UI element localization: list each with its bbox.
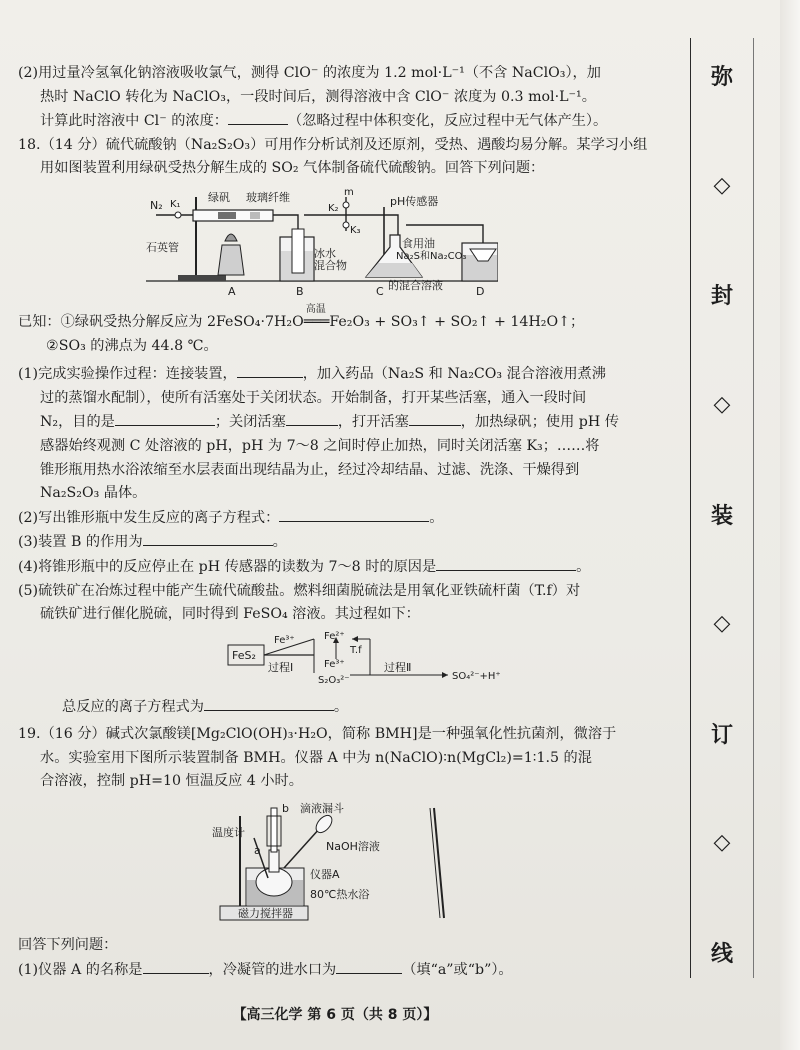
answer-blank[interactable] (286, 410, 338, 426)
margin-diamond-icon: ◇ (713, 611, 731, 637)
paper-edge (780, 0, 800, 1050)
flow-fes2: FeS₂ (232, 648, 256, 662)
q18-flow-diagram (18, 631, 670, 687)
margin-char-xian: 线 (710, 941, 733, 967)
q18-sub4: (4)将锥形瓶中的反应停止在 pH 传感器的读数为 7～8 时的原因是 。 (18, 555, 670, 580)
q18-intro-line1: 18.（14 分）硫代硫酸钠（Na₂S₂O₃）可用作分析试剂及还原剂，受热、遇酸均易分解。某学习小组 (18, 136, 648, 153)
margin-char-feng: 封 (710, 283, 733, 310)
fig-label-a: A (228, 284, 236, 298)
fig19-label-b: b (282, 802, 289, 816)
q19-intro-line3: 合溶液，控制 pH=10 恒温反应 4 小时。 (40, 773, 303, 790)
fig19-label-stirrer: 磁力搅拌器 (238, 907, 293, 921)
q19-answer-heading: 回答下列问题： (18, 937, 118, 954)
answer-blank[interactable] (409, 410, 461, 426)
margin-diamond-icon: ◇ (713, 391, 731, 417)
fig-label-mix-solution2: 的混合溶液 (388, 278, 443, 292)
fig-label-b: B (296, 284, 304, 298)
q19-intro-line2: 水。实验室用下图所示装置制备 BMH。仪器 A 中为 n(NaClO)∶n(MgCl₂)=1∶1.5 的混 (40, 749, 592, 766)
fig-label-ice-water: 冰水 (314, 246, 336, 260)
fig-label-d: D (476, 284, 485, 298)
fig19-label-water-bath: 80℃热水浴 (310, 888, 370, 902)
flow-product: SO₄²⁻+H⁺ (452, 670, 501, 682)
q18-total-equation: 总反应的离子方程式为 。 (18, 695, 670, 720)
fig-label-m: m (344, 186, 354, 198)
answer-blank[interactable] (204, 695, 334, 711)
fig-label-glass-fiber: 玻璃纤维 (246, 190, 290, 204)
fig-label-k2: K₂ (328, 202, 339, 214)
margin-diamond-icon: ◇ (713, 830, 731, 856)
answer-blank[interactable] (143, 958, 209, 974)
answer-blank[interactable] (115, 410, 215, 426)
fig19-label-funnel: 滴液漏斗 (300, 802, 344, 816)
fig-label-mix-solution: Na₂S和Na₂CO₃ (396, 250, 467, 262)
q18-intro-line2: 用如图装置利用绿矾受热分解生成的 SO₂ 气体制备硫代硫酸钠。回答下列问题： (40, 160, 545, 177)
margin-char-mi: 弥 (710, 64, 733, 90)
q17-part2-line3: 计算此时溶液中 Cl⁻ 的浓度： （忽略过程中体积变化，反应过程中无气体产生）。 (18, 109, 670, 134)
answer-blank[interactable] (228, 109, 288, 125)
seal-margin-column (691, 38, 753, 978)
fig-label-ice-mixture: 混合物 (314, 258, 347, 272)
q17-part2-line2: 热时 NaClO 转化为 NaClO₃，一段时间后，测得溶液中含 ClO⁻ 浓度为 0.3 mol·L⁻¹。 (40, 88, 596, 105)
q18-sub1-line4: 感器始终观测 C 处溶液的 pH，pH 为 7～8 之间时停止加热，同时关闭活塞 K₃；……将 (40, 437, 600, 454)
flow-diagram-svg (18, 631, 518, 687)
fig-label-k1: K₁ (170, 198, 181, 210)
answer-blank[interactable] (279, 506, 429, 522)
margin-char-zhuang: 装 (710, 502, 733, 529)
page-footer: 【高三化学 第 6 页（共 8 页）】 (232, 1007, 438, 1023)
fig-label-ph-sensor: pH传感器 (390, 194, 439, 208)
q18-known-line1: 已知：①绿矾受热分解反应为 2FeSO₄·7H₂O 高温 ═══Fe₂O₃ + SO₃↑ + SO₂↑ + 14H₂O↑； (18, 311, 670, 335)
q19-apparatus-svg (18, 798, 518, 928)
q18-sub1-line6: Na₂S₂O₃ 晶体。 (40, 485, 147, 502)
fig-label-k3: K₃ (350, 224, 361, 236)
margin-char-ding: 订 (710, 721, 733, 748)
fig19-label-naoh: NaOH溶液 (326, 840, 380, 854)
q19-intro-line1: 19.（16 分）碱式次氯酸镁[Mg₂ClO(OH)₃·H₂O，简称 BMH]是一种强氧化性抗菌剂，微溶于 (18, 726, 617, 743)
q18-sub3: (3)装置 B 的作用为 。 (18, 530, 670, 555)
q18-sub1-line5: 锥形瓶用热水浴浓缩至水层表面出现结晶为止，经过冷却结晶、过滤、洗涤、干燥得到 (40, 461, 580, 478)
flow-step2: 过程Ⅱ (384, 660, 412, 674)
fig-label-oil: 食用油 (402, 236, 435, 250)
flow-fe2: Fe²⁺ (324, 630, 345, 642)
fig19-label-a: a (254, 844, 261, 858)
answer-blank[interactable] (143, 530, 273, 546)
page-content (18, 62, 670, 982)
flow-tf: T.f (350, 644, 362, 656)
seal-margin (690, 38, 754, 978)
q18-sub5-line1: (5)硫铁矿在冶炼过程中能产生硫代硫酸盐。燃料细菌脱硫法是用氧化亚铁硫杆菌（T.f）对 (18, 582, 581, 599)
q18-sub5-line2: 硫铁矿进行催化脱硫，同时得到 FeSO₄ 溶液。其过程如下： (40, 606, 420, 623)
reaction-condition: 高温 ═══ (303, 303, 330, 330)
q17-part2-line1: (2)用过量冷氢氧化钠溶液吸收氯气，测得 ClO⁻ 的浓度为 1.2 mol·L⁻¹（不含 NaClO₃），加 (18, 65, 601, 81)
fig-label-n2: N₂ (150, 198, 163, 212)
q18-sub1-line3: N₂，目的是 ；关闭活塞 ，打开活塞 ，加热绿矾；使用 pH 传 (18, 410, 670, 435)
q18-known-line2: ②SO₃ 的沸点为 44.8 ℃。 (46, 337, 218, 354)
q18-sub1-line2: 过的蒸馏水配制），使所有活塞处于关闭状态。开始制备，打开某些活塞，通入一段时间 (40, 389, 587, 406)
flow-fe3: Fe³⁺ (324, 658, 345, 670)
q18-apparatus-svg (18, 185, 498, 305)
margin-diamond-icon: ◇ (713, 172, 731, 198)
q18-sub2: (2)写出锥形瓶中发生反应的离子方程式： 。 (18, 506, 670, 531)
answer-blank[interactable] (237, 362, 303, 378)
fig19-label-thermometer: 温度计 (212, 826, 245, 840)
q18-sub1-line1: (1)完成实验操作过程：连接装置， ，加入药品（Na₂S 和 Na₂CO₃ 混合溶液用煮沸 (18, 362, 670, 387)
fig-label-c: C (376, 284, 384, 298)
answer-blank[interactable] (336, 958, 402, 974)
fig-label-quartz-tube: 石英管 (146, 240, 179, 254)
flow-step1: 过程Ⅰ (268, 660, 294, 674)
fig-label-lvfan: 绿矾 (208, 190, 230, 204)
q18-apparatus-figure (18, 185, 670, 305)
answer-blank[interactable] (436, 555, 576, 571)
flow-s2o3: S₂O₃²⁻ (318, 674, 350, 686)
flow-fe3-top: Fe³⁺ (274, 634, 295, 646)
q19-sub1: (1)仪器 A 的名称是 ，冷凝管的进水口为 （填“a”或“b”）。 (18, 958, 670, 983)
fig19-label-instrument-a: 仪器A (310, 868, 340, 882)
q19-apparatus-figure (18, 798, 670, 928)
